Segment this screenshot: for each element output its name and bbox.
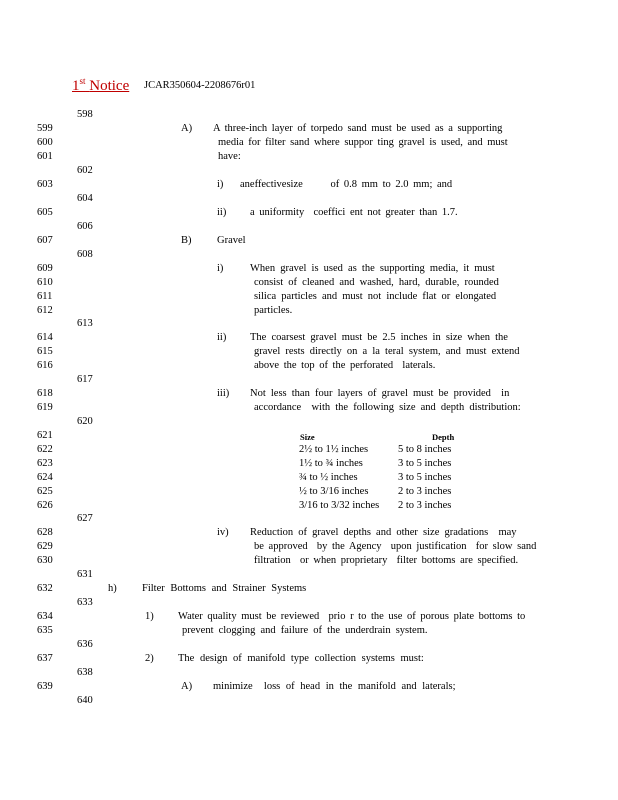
table-cell-depth: 2 to 3 inches xyxy=(398,500,452,511)
body-text: When gravel is used as the supporting media, it must xyxy=(250,263,495,274)
line-number: 623 xyxy=(37,458,53,469)
list-marker: h) xyxy=(108,583,117,594)
table-header-depth: Depth xyxy=(432,432,455,442)
list-marker: iii) xyxy=(217,388,230,399)
line-number: 630 xyxy=(37,555,53,566)
line-number: 610 xyxy=(37,277,53,288)
body-text: be approved by the Agency upon justification for slow sand xyxy=(254,541,537,552)
table-cell-depth: 3 to 5 inches xyxy=(398,472,452,483)
line-number: 613 xyxy=(77,318,93,329)
table-cell-depth: 5 to 8 inches xyxy=(398,444,452,455)
document-id: JCAR350604-2208676r01 xyxy=(144,80,256,91)
line-number: 608 xyxy=(77,249,93,260)
line-number: 631 xyxy=(77,569,93,580)
line-number: 619 xyxy=(37,402,53,413)
line-number: 604 xyxy=(77,193,93,204)
table-header-size: Size xyxy=(300,432,315,442)
line-number: 611 xyxy=(37,291,53,302)
list-marker: ii) xyxy=(217,207,227,218)
notice-label: 1st Notice xyxy=(72,76,130,94)
table-cell-depth: 2 to 3 inches xyxy=(398,486,452,497)
line-number: 609 xyxy=(37,263,53,274)
list-marker: A) xyxy=(181,681,193,692)
line-number: 607 xyxy=(37,235,53,246)
body-text: accordance with the following size and depth distribution: xyxy=(254,402,521,413)
body-text: The coarsest gravel must be 2.5 inches in size when the xyxy=(250,332,508,343)
line-number: 639 xyxy=(37,681,53,692)
line-number: 602 xyxy=(77,165,93,176)
body-text: aneffectivesize of 0.8 mm to 2.0 mm; and xyxy=(240,179,453,190)
list-marker: A) xyxy=(181,123,193,134)
line-number: 640 xyxy=(77,695,93,706)
body-text: prevent clogging and failure of the underdrain system. xyxy=(182,625,428,636)
table-cell-size: ½ to 3/16 inches xyxy=(299,486,369,497)
list-marker: iv) xyxy=(217,527,229,538)
line-number: 622 xyxy=(37,444,53,455)
body-text: minimize loss of head in the manifold and laterals; xyxy=(213,681,456,692)
list-marker: i) xyxy=(217,179,224,190)
body-text: Not less than four layers of gravel must be provided in xyxy=(250,388,510,399)
body-text: Reduction of gravel depths and other size gradations may xyxy=(250,527,517,538)
body-text: Water quality must be reviewed prio r to the use of porous plate bottoms to xyxy=(178,611,526,622)
body-text: filtration or when proprietary filter bottoms are specified. xyxy=(254,555,519,566)
line-number: 634 xyxy=(37,611,53,622)
list-marker: 2) xyxy=(145,653,154,664)
table-cell-size: ¾ to ½ inches xyxy=(299,472,358,483)
body-text: silica particles and must not include flat or elongated xyxy=(254,291,497,302)
list-marker: ii) xyxy=(217,332,227,343)
body-text: gravel rests directly on a la teral system, and must extend xyxy=(254,346,520,357)
section-heading: Filter Bottoms and Strainer Systems xyxy=(142,583,307,594)
body-text: above the top of the perforated laterals. xyxy=(254,360,436,371)
line-number: 628 xyxy=(37,527,53,538)
line-number: 605 xyxy=(37,207,53,218)
line-number: 599 xyxy=(37,123,53,134)
line-number: 614 xyxy=(37,332,53,343)
line-number: 621 xyxy=(37,430,53,441)
line-number: 626 xyxy=(37,500,53,511)
line-number: 633 xyxy=(77,597,93,608)
body-text: have: xyxy=(218,151,241,162)
table-cell-size: 3/16 to 3/32 inches xyxy=(299,500,380,511)
list-marker: i) xyxy=(217,263,224,274)
line-number: 620 xyxy=(77,416,93,427)
line-number: 625 xyxy=(37,486,53,497)
line-number: 606 xyxy=(77,221,93,232)
list-marker: 1) xyxy=(145,611,154,622)
line-number: 616 xyxy=(37,360,53,371)
line-number: 636 xyxy=(77,639,93,650)
table-cell-depth: 3 to 5 inches xyxy=(398,458,452,469)
line-number: 638 xyxy=(77,667,93,678)
line-number: 624 xyxy=(37,472,53,483)
line-number: 598 xyxy=(77,109,93,120)
line-number: 627 xyxy=(77,513,93,524)
body-text: A three-inch layer of torpedo sand must be used as a supporting xyxy=(213,123,503,134)
line-number: 629 xyxy=(37,541,53,552)
body-text: media for filter sand where suppor ting gravel is used, and must xyxy=(218,137,508,148)
list-marker: B) xyxy=(181,235,192,246)
line-number: 632 xyxy=(37,583,53,594)
line-number: 612 xyxy=(37,305,53,316)
line-number: 617 xyxy=(77,374,93,385)
body-text: The design of manifold type collection systems must: xyxy=(178,653,424,664)
line-number: 603 xyxy=(37,179,53,190)
line-number: 618 xyxy=(37,388,53,399)
line-number: 637 xyxy=(37,653,53,664)
table-cell-size: 1½ to ¾ inches xyxy=(299,458,363,469)
body-text: a uniformity coeffici ent not greater than 1.7. xyxy=(250,207,458,218)
body-text: particles. xyxy=(254,305,293,316)
section-heading: Gravel xyxy=(217,235,246,246)
line-number: 635 xyxy=(37,625,53,636)
body-text: consist of cleaned and washed, hard, durable, rounded xyxy=(254,277,499,288)
line-number: 615 xyxy=(37,346,53,357)
line-number: 600 xyxy=(37,137,53,148)
line-number: 601 xyxy=(37,151,53,162)
table-cell-size: 2½ to 1½ inches xyxy=(299,444,369,455)
